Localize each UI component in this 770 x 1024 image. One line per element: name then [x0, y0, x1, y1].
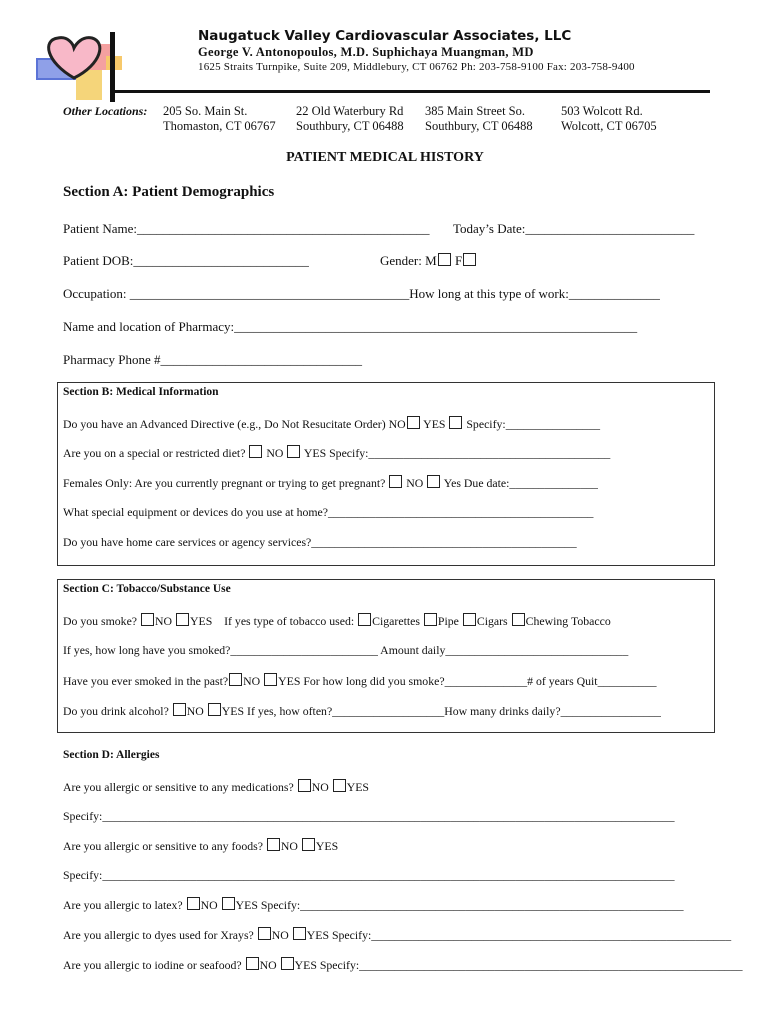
location-southbury-2: 385 Main Street So. Southbury, CT 06488: [425, 104, 533, 133]
alcohol-yes-checkbox[interactable]: [208, 703, 221, 716]
past-smoke-yes-checkbox[interactable]: [264, 673, 277, 686]
pregnancy-yes-checkbox[interactable]: [427, 475, 440, 488]
other-locations-label: Other Locations:: [63, 104, 148, 118]
location-thomaston: 205 So. Main St. Thomaston, CT 06767: [163, 104, 276, 133]
practice-address: 1625 Straits Turnpike, Suite 209, Middlebury, CT 06762 Ph: 203-758-9100 Fax: 203-758-9400: [198, 61, 635, 73]
past-smoke-question: Have you ever smoked in the past? NO YES For how long did you smoke?______________# of years Quit__________: [63, 674, 657, 688]
smoke-duration-question[interactable]: If yes, how long have you smoked?_________________________ Amount daily_______________________________: [63, 643, 629, 657]
food-allergy-yes-checkbox[interactable]: [302, 838, 315, 851]
section-a-heading: Section A: Patient Demographics: [63, 184, 275, 200]
diet-no-checkbox[interactable]: [249, 445, 262, 458]
smoke-no-checkbox[interactable]: [141, 613, 154, 626]
iodine-allergy-question: Are you allergic to iodine or seafood? NO YES Specify:_________________________________________________________________: [63, 958, 743, 972]
gender-field: Gender: M F: [380, 253, 477, 269]
med-allergy-no-checkbox[interactable]: [298, 779, 311, 792]
med-allergy-yes-checkbox[interactable]: [333, 779, 346, 792]
food-allergy-question: Are you allergic or sensitive to any foods? NO YES: [63, 839, 339, 853]
header-horizontal-rule: [112, 90, 710, 93]
pipe-checkbox[interactable]: [424, 613, 437, 626]
iodine-yes-checkbox[interactable]: [281, 957, 294, 970]
pharmacy-phone-field[interactable]: Pharmacy Phone #_______________________________: [63, 352, 362, 367]
dye-allergy-question: Are you allergic to dyes used for Xrays? NO YES Specify:_____________________________________________________________: [63, 928, 732, 942]
form-title: PATIENT MEDICAL HISTORY: [286, 150, 484, 165]
pregnancy-no-checkbox[interactable]: [389, 475, 402, 488]
advance-directive-no-checkbox[interactable]: [407, 416, 420, 429]
dye-no-checkbox[interactable]: [258, 927, 271, 940]
pregnancy-question: Females Only: Are you currently pregnant or trying to get pregnant? NO Yes Due date:_______________: [63, 476, 598, 490]
chewing-tobacco-checkbox[interactable]: [512, 613, 525, 626]
alcohol-question: Do you drink alcohol? NO YES If yes, how often?___________________How many drinks daily?_________________: [63, 704, 661, 718]
cigars-checkbox[interactable]: [463, 613, 476, 626]
patient-dob-field[interactable]: Patient DOB:___________________________: [63, 253, 309, 268]
latex-allergy-question: Are you allergic to latex? NO YES Specify:_________________________________________________________________: [63, 898, 684, 912]
diet-question: Are you on a special or restricted diet? NO YES Specify:_________________________________________: [63, 446, 611, 460]
gender-f-checkbox[interactable]: [463, 253, 476, 266]
cigarettes-checkbox[interactable]: [358, 613, 371, 626]
past-smoke-no-checkbox[interactable]: [229, 673, 242, 686]
advance-directive-question: Do you have an Advanced Directive (e.g., Do Not Resucitate Order) NO YES Specify:________________: [63, 417, 601, 431]
medication-allergy-question: Are you allergic or sensitive to any medications? NO YES: [63, 780, 369, 794]
alcohol-no-checkbox[interactable]: [173, 703, 186, 716]
food-specify-field[interactable]: Specify:_________________________________________________________________________________________________: [63, 868, 675, 882]
pharmacy-field[interactable]: Name and location of Pharmacy:______________________________________________________________: [63, 319, 638, 334]
latex-no-checkbox[interactable]: [187, 897, 200, 910]
home-care-question[interactable]: Do you have home care services or agency services?_____________________________________________: [63, 535, 577, 549]
patient-name-field[interactable]: Patient Name:_____________________________________________: [63, 221, 430, 236]
dye-yes-checkbox[interactable]: [293, 927, 306, 940]
section-d-heading: Section D: Allergies: [63, 749, 160, 761]
section-b-heading: Section B: Medical Information: [63, 386, 219, 398]
doctor-names: George V. Antonopoulos, M.D. Suphichaya Muangman, MD: [198, 45, 534, 59]
practice-name: Naugatuck Valley Cardiovascular Associates, LLC: [198, 28, 572, 44]
smoke-question: Do you smoke? NO YES If yes type of tobacco used: Cigarettes Pipe Cigars Chewing Tobacco: [63, 614, 611, 628]
location-wolcott: 503 Wolcott Rd. Wolcott, CT 06705: [561, 104, 657, 133]
medication-specify-field[interactable]: Specify:_________________________________________________________________________________________________: [63, 809, 675, 823]
equipment-question[interactable]: What special equipment or devices do you use at home?_____________________________________________: [63, 505, 594, 519]
occupation-field[interactable]: Occupation: ___________________________________________How long at this type of work:______________: [63, 286, 660, 301]
smoke-yes-checkbox[interactable]: [176, 613, 189, 626]
food-allergy-no-checkbox[interactable]: [267, 838, 280, 851]
todays-date-field[interactable]: Today’s Date:__________________________: [453, 221, 695, 236]
gender-m-checkbox[interactable]: [438, 253, 451, 266]
location-southbury-1: 22 Old Waterbury Rd Southbury, CT 06488: [296, 104, 404, 133]
diet-yes-checkbox[interactable]: [287, 445, 300, 458]
section-c-heading: Section C: Tobacco/Substance Use: [63, 583, 231, 595]
latex-yes-checkbox[interactable]: [222, 897, 235, 910]
advance-directive-yes-checkbox[interactable]: [449, 416, 462, 429]
iodine-no-checkbox[interactable]: [246, 957, 259, 970]
